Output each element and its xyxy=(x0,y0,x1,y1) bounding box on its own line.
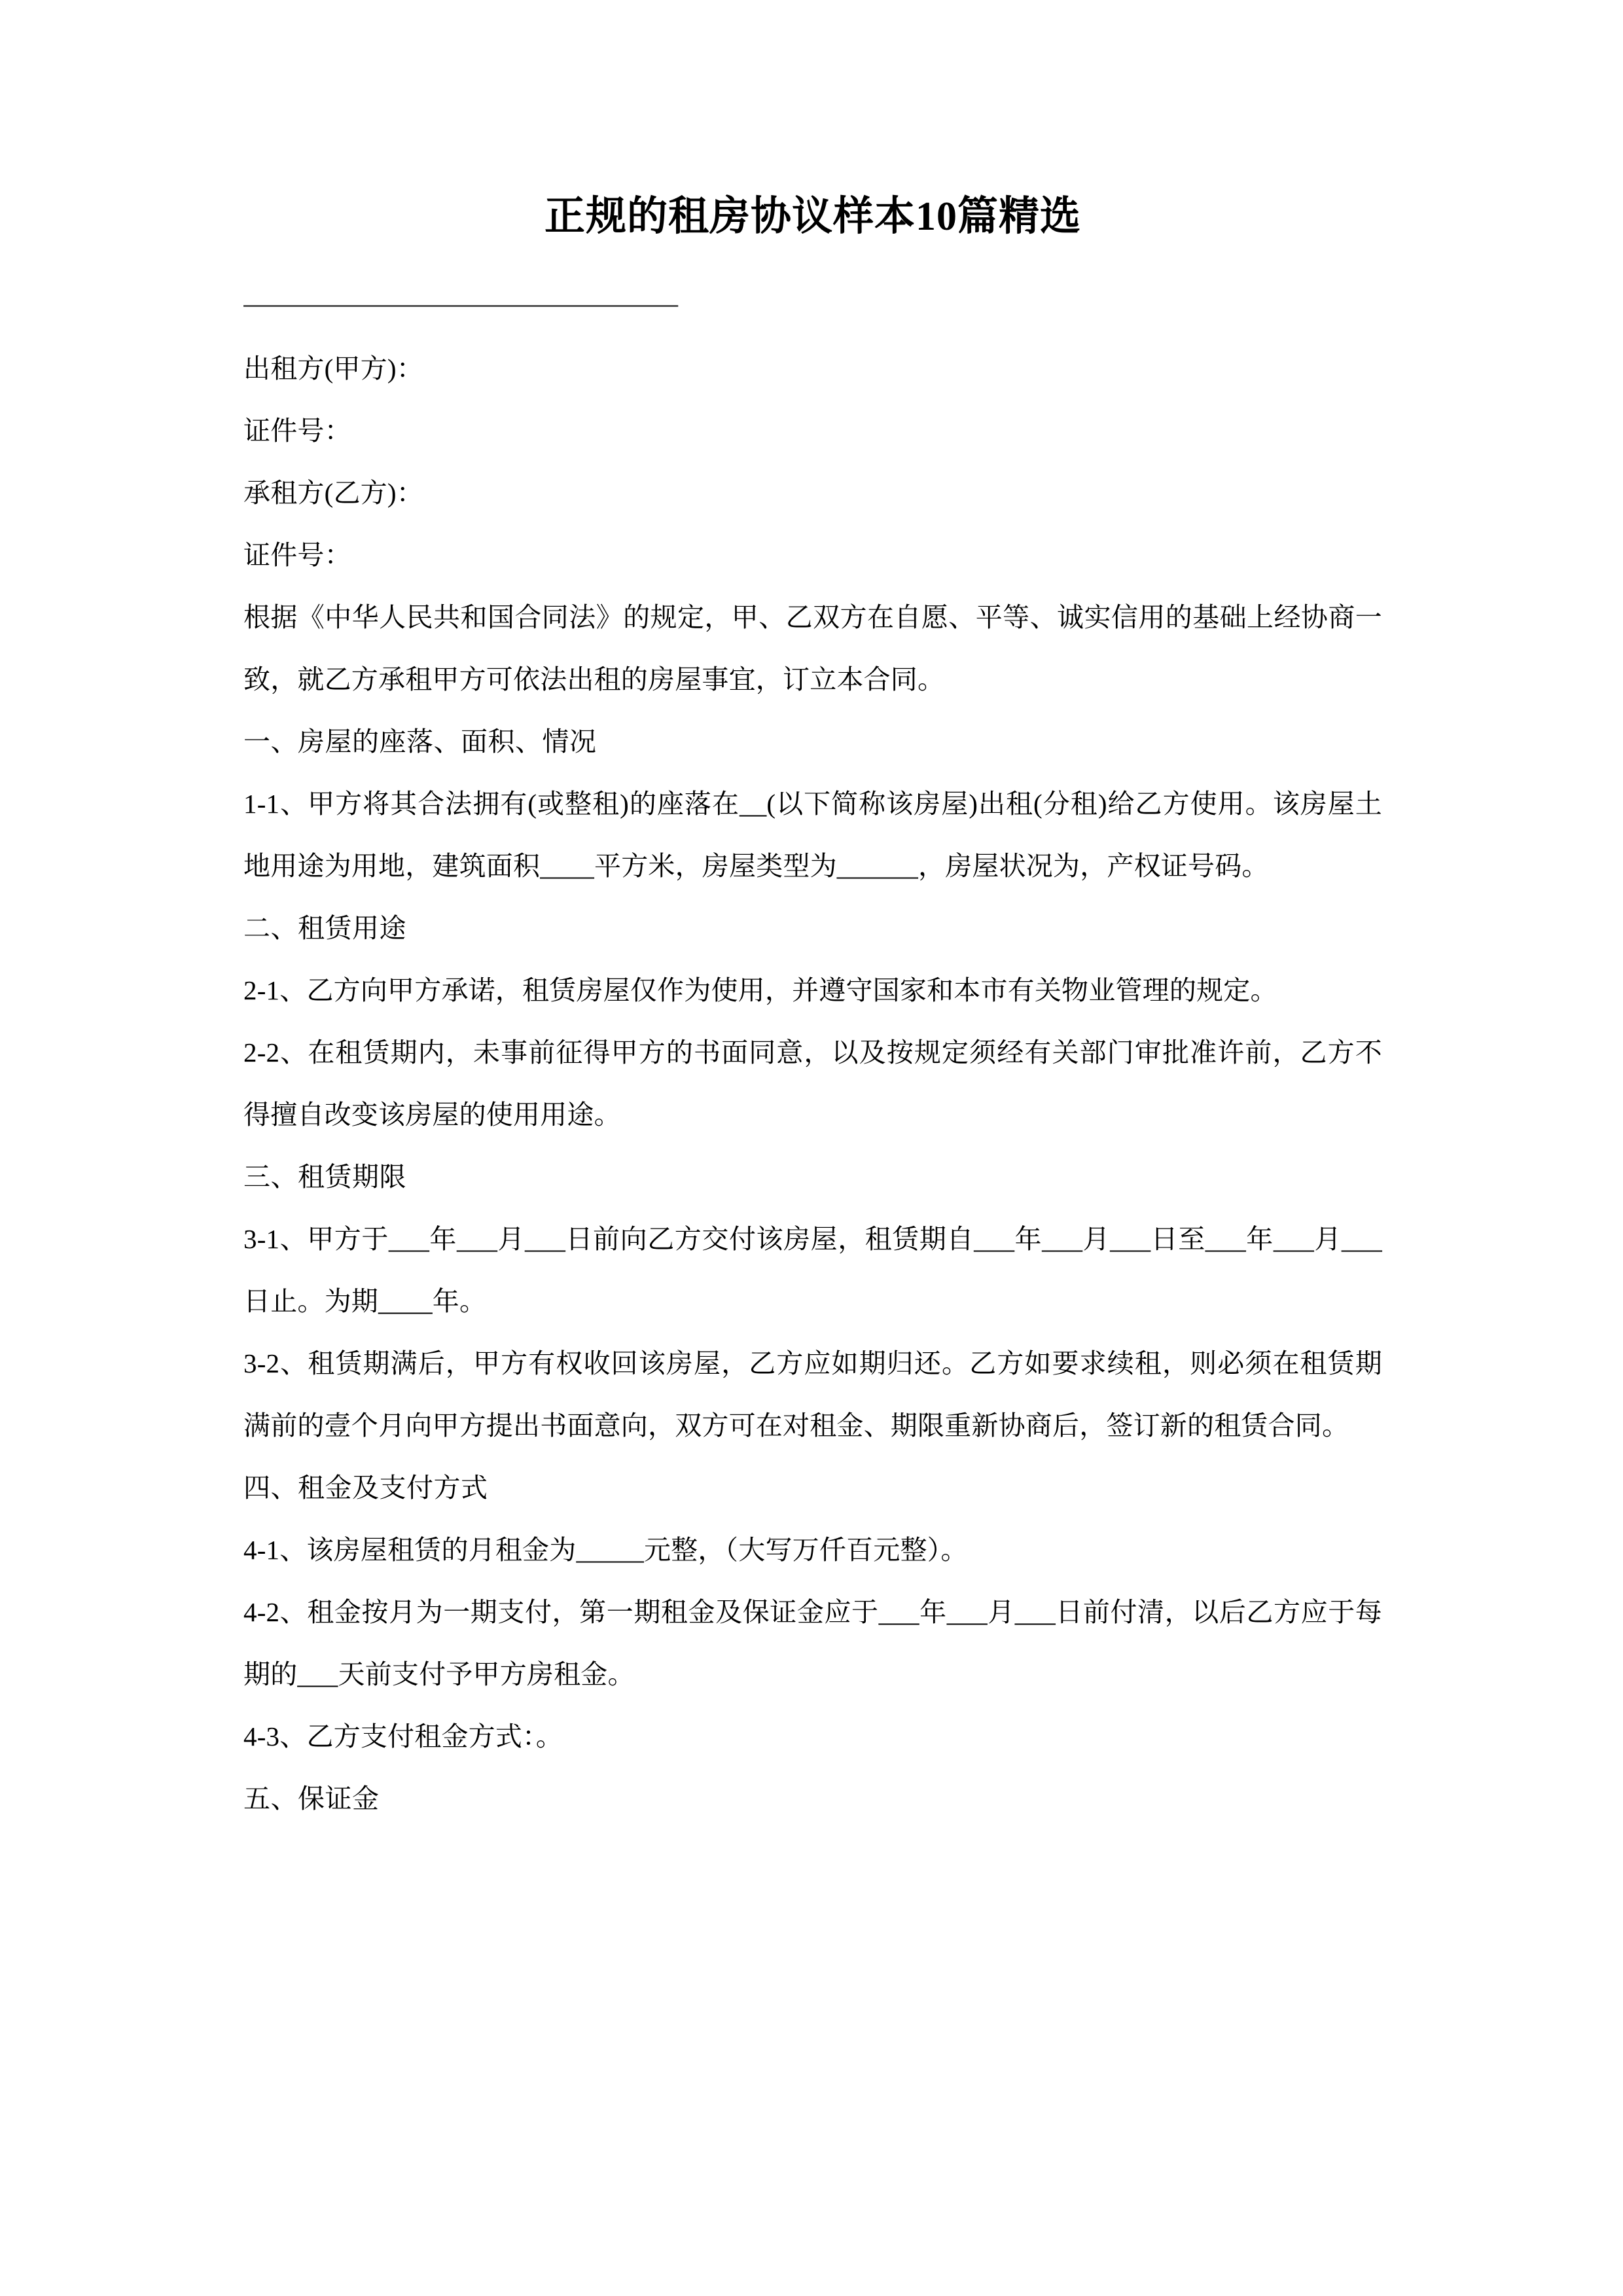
section-heading-1: 一、房屋的座落、面积、情况 xyxy=(243,726,597,757)
section-heading-2: 二、租赁用途 xyxy=(243,913,406,943)
field-lessee: 承租方(乙方)： xyxy=(243,478,423,508)
clause-4-1: 4-1、该房屋租赁的月租金为_____元整，（大写万仟百元整）。 xyxy=(243,1535,968,1565)
field-lessor-id: 证件号： xyxy=(243,416,351,446)
title-separator-rule: ————————————————— xyxy=(243,289,677,318)
page-title: 正规的租房协议样本10篇精选 xyxy=(544,194,1081,239)
clause-4-2: 4-2、租金按月为一期支付，第一期租金及保证金应于___年___月___日前付清，以后乙方应于每期的___天前支付予甲方房租金。 xyxy=(243,1597,1382,1689)
clause-2-1: 2-1、乙方向甲方承诺，租赁房屋仅作为使用，并遵守国家和本市有关物业管理的规定。 xyxy=(243,975,1277,1005)
clause-1-1: 1-1、甲方将其合法拥有(或整租)的座落在__(以下简称该房屋)出租(分租)给乙方使用。该房屋土地用途为用地，建筑面积____平方米，房屋类型为______，房屋状况为，产权证号码。 xyxy=(243,789,1382,881)
clause-2-2: 2-2、在租赁期内，未事前征得甲方的书面同意，以及按规定须经有关部门审批准许前，乙方不得擅自改变该房屋的使用用途。 xyxy=(243,1037,1382,1130)
section-heading-4: 四、租金及支付方式 xyxy=(243,1473,488,1503)
clause-3-1: 3-1、甲方于___年___月___日前向乙方交付该房屋，租赁期自___年___月___日至___年___月___日止。为期____年。 xyxy=(243,1224,1382,1316)
section-heading-3: 三、租赁期限 xyxy=(243,1162,406,1192)
paragraph-preamble: 根据《中华人民共和国合同法》的规定，甲、乙双方在自愿、平等、诚实信用的基础上经协商一致，就乙方承租甲方可依法出租的房屋事宜，订立本合同。 xyxy=(243,602,1382,694)
clause-4-3: 4-3、乙方支付租金方式：。 xyxy=(243,1721,563,1751)
section-heading-5: 五、保证金 xyxy=(243,1784,380,1814)
field-lessor: 出租方(甲方)： xyxy=(243,353,423,384)
clause-3-2: 3-2、租赁期满后，甲方有权收回该房屋，乙方应如期归还。乙方如要求续租，则必须在租赁期满前的壹个月向甲方提出书面意向，双方可在对租金、期限重新协商后，签订新的租赁合同。 xyxy=(243,1348,1382,1441)
document-body xyxy=(243,338,1382,1830)
field-lessee-id: 证件号： xyxy=(243,540,351,570)
